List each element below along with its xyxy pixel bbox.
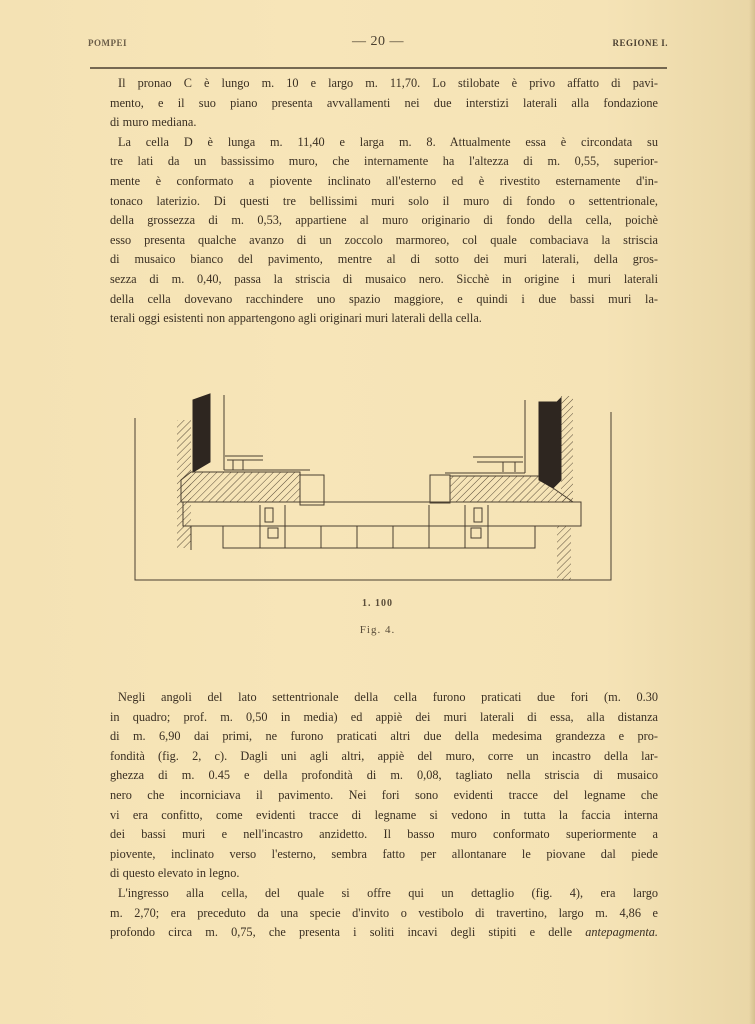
running-header [88,34,668,54]
text-line: mento, e il suo piano presenta avvallamenti nei due interstizi laterali alla fondazione [110,95,658,110]
text-line: di muro mediana. [110,115,197,130]
text-line: nero che incorniciava il pavimento. Nei fori sono evidenti tracce del legname che [110,787,658,802]
text-line: mente è conformato a piovente inclinato all'esterno ed è rivestito esternamente d'in- [110,173,658,188]
text-line: in quadro; prof. m. 0,50 in media) ed appiè dei muri laterali di essa, alla distanza [110,709,658,724]
text-line: della grossezza di m. 0,53, appartiene al muro originario di fondo della cella, poichè [110,213,658,228]
right-dark-column [539,398,561,488]
text-line: esso presenta qualche avanzo di un zoccolo marmoreo, col quale combaciava la striscia [110,232,658,247]
left-dark-column [193,394,210,472]
right-wall-hatch [561,396,573,502]
text-line-plain: profondo circa m. 0,75, che presenta i soliti incavi degli stipiti e delle [110,925,586,940]
text-line: L'ingresso alla cella, del quale si offre qui un dettaglio (fig. 4), era largo [118,885,658,900]
page-edge-shadow [749,0,755,1024]
text-line: tre lati da un bassissimo muro, che internamente ha l'altezza di m. 0,55, superior- [110,154,658,169]
paragraph-pronao [110,74,658,133]
figure-scale: 1. 100 [362,598,393,609]
text-line: La cella D è lunga m. 11,40 e larga m. 8. Attualmente essa è circondata su [118,134,658,149]
page-number: — 20 — [352,34,404,49]
figure-caption: Fig. 4. [359,624,396,636]
paragraph-cella [110,133,658,329]
text-line: piovente, inclinato verso l'esterno, sembra fatto per allontanare le piovane dal piede [110,846,658,861]
text-line: Il pronao C è lungo m. 10 e largo m. 11,70. Lo stilobate è privo affatto di pavi- [118,76,658,90]
header-rule [90,67,667,69]
text-line: di questo elevato in legno. [110,866,240,881]
text-line: tonaco laterizio. Di questi tre bellissimi muri solo il muro di fondo o settentrionale, [110,193,658,208]
text-line: ghezza di m. 0.45 e della profondità di m. 0,08, tagliato nella striscia di musaico [110,768,658,783]
running-title-right: REGIONE I. [612,38,668,48]
text-line: fondità (fig. 2, c). Dagli uni agli altri, appiè del muro, corre un incastro della lar- [110,748,658,763]
left-slab-hatch [181,472,300,502]
figure-4-entrance-plan [125,380,625,590]
text-block-upper [110,74,658,329]
text-block-lower [110,688,658,943]
text-line-italic: antepagmenta. [585,925,658,940]
text-line-final [110,923,658,943]
text-line: m. 2,70; era preceduto da una specie d'invito o vestibolo di travertino, largo m. 4,86 e [110,905,658,920]
running-title-left: POMPEI [88,38,127,48]
text-line: vi era confitto, come evidenti tracce di legname si vedono in tutta la faccia interna [110,807,658,822]
text-line: Negli angoli del lato settentrionale della cella furono praticati due fori (m. 0.30 [118,690,658,704]
text-line: terali oggi esistenti non appartengono agli originari muri laterali della cella. [110,311,482,326]
text-line: sezza di m. 0,40, passa la striscia di musaico nero. Sicchè in origine i muri laterali [110,271,658,286]
text-line: dei bassi muri e nell'incastro anzidetto. Il basso muro conformato superiormente a [110,827,658,842]
paragraph-fori [110,688,658,884]
text-line: di m. 6,90 dai primi, ne furono praticati altri due della medesima grandezza e pro- [110,729,658,744]
text-line: della cella dovevano racchindere uno spazio maggiore, e quindi i due bassi muri la- [110,291,658,306]
stone-beam [183,502,581,526]
text-line: di musaico bianco del pavimento, mentre al di sotto dei muri laterali, della gros- [110,252,658,267]
paragraph-ingresso [110,884,658,943]
